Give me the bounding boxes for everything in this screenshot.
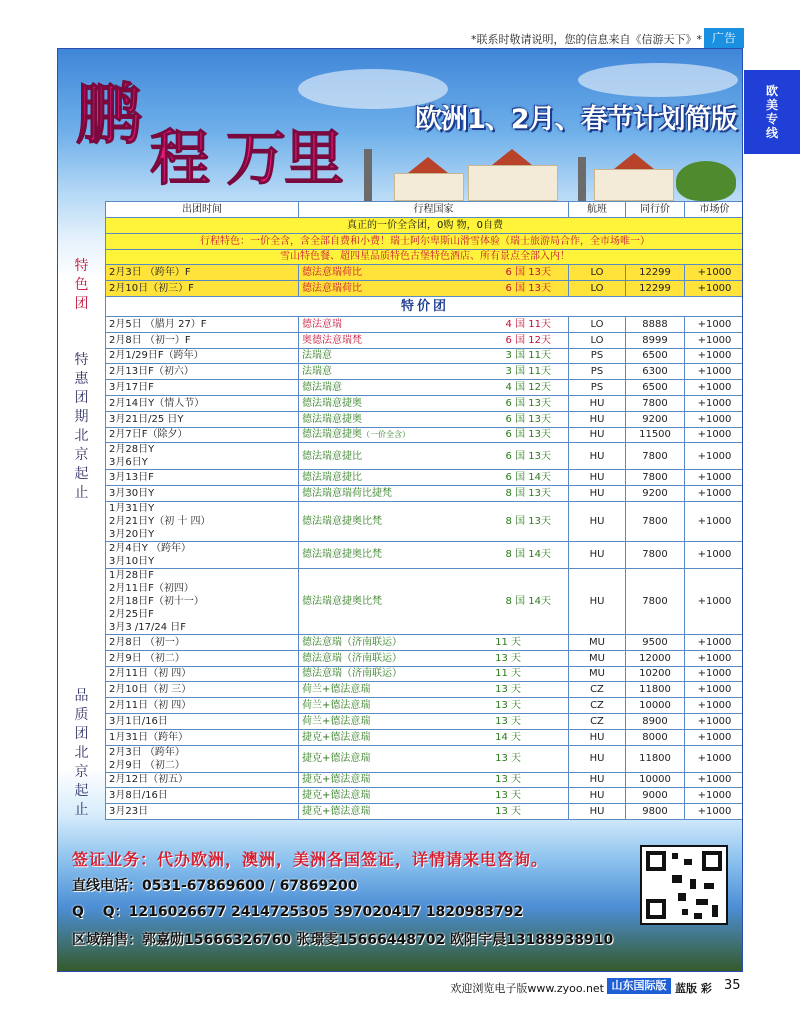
brand-char-2: 程 — [150, 124, 208, 194]
route-cell — [299, 265, 569, 281]
edition-label: 蓝版 彩 — [675, 982, 712, 995]
table-row — [106, 772, 744, 788]
col-header-route: 行程国家 — [299, 202, 569, 218]
date-cell: 2月14日Y（情人节） — [106, 395, 299, 411]
table-row — [106, 666, 744, 682]
qr-finder — [646, 899, 666, 919]
special-section-row — [106, 296, 744, 316]
itinerary-table — [105, 201, 743, 820]
table-row — [106, 541, 744, 568]
date-cell: 3月1日/16日 — [106, 713, 299, 729]
market-cell: +1000 — [685, 395, 744, 411]
table-row — [106, 316, 744, 332]
date-cell: 3月21日/25 日Y — [106, 411, 299, 427]
table-row — [106, 698, 744, 714]
flight-cell: CZ — [569, 698, 626, 714]
side-label-discount — [58, 351, 105, 503]
date-line: 2月11日F（初四） — [109, 582, 194, 594]
market-cell: +1000 — [685, 729, 744, 745]
col-header-date: 出团时间 — [106, 202, 299, 218]
route-cell — [299, 411, 569, 427]
price-cell: 7800 — [626, 395, 685, 411]
table-row — [106, 427, 744, 443]
days-text: 14 天 — [495, 731, 521, 743]
days-text: 13 天 — [495, 753, 521, 765]
col-header-market: 市场价 — [685, 202, 744, 218]
price-cell: 7800 — [626, 568, 685, 634]
table-row — [106, 470, 744, 486]
days-text: 8 国 14天 — [505, 595, 551, 607]
route-text: 德法意瑞（济南联运） — [302, 636, 402, 648]
table-row — [106, 568, 744, 634]
side-tab — [744, 70, 800, 154]
date-line: 2月18日F（初十一） — [109, 595, 204, 607]
price-cell: 12000 — [626, 650, 685, 666]
route-text: 捷克+德法意瑞 — [302, 774, 371, 786]
qr-module — [696, 899, 708, 905]
brand-char-1: 鹏 — [76, 75, 140, 153]
side-label-quality-text: 品质团北京起止 — [74, 688, 89, 818]
flight-cell: HU — [569, 486, 626, 502]
date-cell: 3月23日 — [106, 804, 299, 820]
side-tab-label: 欧美专线 — [765, 84, 778, 140]
edition-tag: 山东国际版 — [607, 978, 671, 994]
market-cell: +1000 — [685, 772, 744, 788]
market-cell: +1000 — [685, 568, 744, 634]
price-cell: 10000 — [626, 772, 685, 788]
table-header-row — [106, 202, 744, 218]
days-text: 11 天 — [495, 636, 521, 648]
days-text: 4 国 11天 — [505, 318, 551, 330]
flight-cell: HU — [569, 470, 626, 486]
route-text: 捷克+德法意瑞 — [302, 790, 371, 802]
price-cell: 11500 — [626, 427, 685, 443]
flight-cell: HU — [569, 541, 626, 568]
price-cell: 8999 — [626, 332, 685, 348]
flight-cell: LO — [569, 332, 626, 348]
price-cell: 9200 — [626, 486, 685, 502]
price-cell: 8888 — [626, 316, 685, 332]
brand-char-3: 万里 — [226, 124, 342, 194]
flight-cell: HU — [569, 788, 626, 804]
flight-cell: HU — [569, 804, 626, 820]
qr-module — [690, 879, 696, 889]
web-url-text: 欢迎浏览电子版www.zyoo.net — [450, 982, 604, 995]
date-cell: 3月30日Y — [106, 486, 299, 502]
route-cell — [299, 666, 569, 682]
date-line: 2月25日F — [109, 608, 154, 620]
days-text: 13 天 — [495, 790, 521, 802]
route-cell — [299, 804, 569, 820]
route-text: 德法瑞意捷奥 — [302, 397, 362, 409]
flight-cell: LO — [569, 281, 626, 297]
route-cell — [299, 470, 569, 486]
date-line: 2月4日Y （跨年） — [109, 542, 192, 554]
special-section-title: 特价团 — [106, 296, 744, 316]
date-cell: 2月11日（初 四） — [106, 666, 299, 682]
feature-note-1: 行程特色：一价全含，含全部自费和小费！瑞士阿尔卑斯山滑雪体验（瑞士旅游局合作，全市场唯一） — [106, 233, 744, 249]
date-line: 2月9日 （初二） — [109, 759, 185, 771]
route-text: 荷兰+德法意瑞 — [302, 715, 371, 727]
route-text: 捷克+德法意瑞 — [302, 731, 371, 743]
market-cell: +1000 — [685, 650, 744, 666]
date-cell: 2月12日（初五） — [106, 772, 299, 788]
date-line: 1月31日Y — [109, 502, 155, 514]
date-cell: 2月9日 （初二） — [106, 650, 299, 666]
table-row — [106, 634, 744, 650]
qr-finder — [702, 851, 722, 871]
market-cell: +1000 — [685, 281, 744, 297]
days-text: 13 天 — [495, 684, 521, 696]
house-icon — [468, 165, 558, 201]
sales-line: 区域销售：郭嘉勋15666326760 张璟雯15666448702 欧阳宇晨13188938910 — [72, 932, 614, 948]
date-cell — [106, 501, 299, 541]
flight-cell: CZ — [569, 713, 626, 729]
price-cell: 6300 — [626, 364, 685, 380]
visa-service-text: 签证业务：代办欧洲，澳洲，美洲各国签证，详情请来电咨询。 — [72, 850, 549, 869]
market-cell: +1000 — [685, 364, 744, 380]
price-cell: 9500 — [626, 634, 685, 650]
route-text: 捷克+德法意瑞 — [302, 753, 371, 765]
flight-cell: LO — [569, 316, 626, 332]
market-cell: +1000 — [685, 682, 744, 698]
side-labels — [58, 201, 105, 829]
market-cell: +1000 — [685, 411, 744, 427]
table-row — [106, 486, 744, 502]
date-line: 2月21日Y（初 十 四） — [109, 515, 211, 527]
days-text: 6 国 13天 — [505, 267, 551, 279]
table-row — [106, 713, 744, 729]
date-line: 2月3日 （跨年） — [109, 746, 185, 758]
table-row — [106, 380, 744, 396]
date-cell: 2月1/29日F（跨年） — [106, 348, 299, 364]
col-header-price: 同行价 — [626, 202, 685, 218]
table-row — [106, 788, 744, 804]
market-cell: +1000 — [685, 541, 744, 568]
date-line: 3月3 /17/24 日F — [109, 621, 187, 633]
qr-module — [694, 913, 702, 919]
days-text: 6 国 13天 — [505, 283, 551, 295]
roof-icon — [614, 153, 654, 169]
side-label-quality — [58, 687, 105, 820]
route-cell — [299, 443, 569, 470]
market-cell: +1000 — [685, 348, 744, 364]
tree-icon — [676, 161, 736, 201]
date-line: 3月10日Y — [109, 555, 155, 567]
days-text: 6 国 13天 — [505, 397, 551, 409]
top-line — [0, 0, 800, 48]
route-cell — [299, 682, 569, 698]
days-text: 6 国 14天 — [505, 472, 551, 484]
table-row — [106, 804, 744, 820]
side-label-feature — [58, 257, 105, 314]
route-cell — [299, 788, 569, 804]
flight-cell: MU — [569, 650, 626, 666]
route-text: 德法瑞意捷比 — [302, 472, 362, 484]
flight-cell: HU — [569, 443, 626, 470]
feature-note-row — [106, 233, 744, 249]
price-cell: 9000 — [626, 788, 685, 804]
route-cell — [299, 364, 569, 380]
qr-module — [704, 883, 714, 889]
disclaimer: *联系时敬请说明，您的信息来自《信游天下》* — [471, 33, 702, 46]
qr-code-icon — [640, 845, 728, 925]
col-header-flight: 航班 — [569, 202, 626, 218]
cloud-decoration — [578, 63, 738, 97]
route-text: 德法瑞意捷奥 — [302, 429, 362, 441]
route-cell — [299, 427, 569, 443]
market-cell: +1000 — [685, 443, 744, 470]
route-text: 德法瑞意捷奥比梵 — [302, 549, 382, 561]
table-row — [106, 682, 744, 698]
route-text: 德法瑞意 — [302, 382, 342, 394]
days-text: 3 国 11天 — [505, 350, 551, 362]
table-row — [106, 729, 744, 745]
market-cell: +1000 — [685, 427, 744, 443]
date-line: 3月20日Y — [109, 528, 155, 540]
date-cell: 2月10日（初 三） — [106, 682, 299, 698]
side-label-discount-text: 特惠团期北京起止 — [74, 352, 89, 501]
flight-cell: HU — [569, 395, 626, 411]
route-cell — [299, 348, 569, 364]
table-row — [106, 650, 744, 666]
feature-note-2: 雪山特色餐、超四星品质特色古堡特色酒店、所有景点全部入内！ — [106, 249, 744, 265]
days-text: 13 天 — [495, 652, 521, 664]
table-row — [106, 332, 744, 348]
market-cell: +1000 — [685, 713, 744, 729]
header-banner — [58, 49, 743, 201]
date-cell — [106, 568, 299, 634]
flight-cell: PS — [569, 380, 626, 396]
price-cell: 10200 — [626, 666, 685, 682]
flight-cell: CZ — [569, 682, 626, 698]
date-cell — [106, 541, 299, 568]
route-cell — [299, 713, 569, 729]
table-row — [106, 281, 744, 297]
flight-cell: HU — [569, 501, 626, 541]
days-text: 3 国 11天 — [505, 366, 551, 378]
feature-note-row — [106, 249, 744, 265]
days-text: 8 国 13天 — [505, 488, 551, 500]
qr-module — [678, 893, 686, 901]
route-text: 捷克+德法意瑞 — [302, 806, 371, 818]
route-text: 德法意瑞 — [302, 318, 342, 330]
route-text: 法瑞意 — [302, 366, 332, 378]
flight-cell: HU — [569, 568, 626, 634]
market-cell: +1000 — [685, 501, 744, 541]
market-cell: +1000 — [685, 804, 744, 820]
qr-module — [712, 905, 718, 917]
route-cell — [299, 486, 569, 502]
all-inclusive-note-row — [106, 218, 744, 234]
route-text: 德法瑞意捷奥 — [302, 413, 362, 425]
days-text: 6 国 13天 — [505, 429, 551, 441]
route-note: （一价全含） — [362, 430, 410, 440]
price-cell: 7800 — [626, 541, 685, 568]
date-line: 2月28日Y — [109, 444, 155, 456]
table-row — [106, 501, 744, 541]
date-cell: 2月5日 （腊月 27）F — [106, 316, 299, 332]
market-cell: +1000 — [685, 788, 744, 804]
route-cell — [299, 332, 569, 348]
route-cell — [299, 634, 569, 650]
date-cell: 2月8日 （初一）F — [106, 332, 299, 348]
days-text: 13 天 — [495, 700, 521, 712]
days-text: 6 国 12天 — [505, 334, 551, 346]
flight-cell: HU — [569, 411, 626, 427]
price-cell: 6500 — [626, 348, 685, 364]
route-text: 德法意瑞（济南联运） — [302, 668, 402, 680]
date-cell: 2月11日（初 四） — [106, 698, 299, 714]
qr-module — [672, 875, 682, 883]
date-cell: 3月17日F — [106, 380, 299, 396]
market-cell: +1000 — [685, 486, 744, 502]
route-cell — [299, 395, 569, 411]
price-cell: 10000 — [626, 698, 685, 714]
price-cell: 8900 — [626, 713, 685, 729]
days-text: 8 国 14天 — [505, 549, 551, 561]
house-icon — [594, 169, 674, 201]
town-illustration — [358, 141, 743, 201]
market-cell: +1000 — [685, 316, 744, 332]
route-cell — [299, 568, 569, 634]
days-text: 6 国 13天 — [505, 413, 551, 425]
phone-line: 直线电话：0531-67869600 / 67869200 — [72, 878, 358, 894]
price-cell: 11800 — [626, 745, 685, 772]
flight-cell: MU — [569, 634, 626, 650]
date-cell: 2月7日F（除夕） — [106, 427, 299, 443]
days-text: 11 天 — [495, 668, 521, 680]
route-text: 德法意瑞（济南联运） — [302, 652, 402, 664]
subtitle: 欧洲1、2月、春节计划简版 — [415, 104, 737, 135]
date-line: 1月28日F — [109, 569, 154, 581]
market-cell: +1000 — [685, 666, 744, 682]
market-cell: +1000 — [685, 745, 744, 772]
flight-cell: HU — [569, 745, 626, 772]
qr-module — [682, 909, 688, 915]
table-row — [106, 745, 744, 772]
flight-cell: MU — [569, 666, 626, 682]
days-text: 13 天 — [495, 774, 521, 786]
price-cell: 9200 — [626, 411, 685, 427]
days-text: 4 国 12天 — [505, 382, 551, 394]
flight-cell: PS — [569, 364, 626, 380]
route-text: 法瑞意 — [302, 350, 332, 362]
days-text: 13 天 — [495, 715, 521, 727]
route-cell — [299, 772, 569, 788]
route-text: 德法瑞意瑞荷比捷梵 — [302, 488, 392, 500]
table-row — [106, 411, 744, 427]
market-cell: +1000 — [685, 332, 744, 348]
date-cell: 2月3日 （跨年）F — [106, 265, 299, 281]
days-text: 6 国 13天 — [505, 450, 551, 462]
route-text: 德法瑞意捷奥比梵 — [302, 515, 382, 527]
market-cell: +1000 — [685, 698, 744, 714]
date-cell: 2月13日F（初六） — [106, 364, 299, 380]
route-cell — [299, 281, 569, 297]
table-row — [106, 265, 744, 281]
price-cell: 12299 — [626, 265, 685, 281]
price-cell: 8000 — [626, 729, 685, 745]
church-spire-icon — [364, 149, 372, 201]
days-text: 13 天 — [495, 806, 521, 818]
table-row — [106, 395, 744, 411]
date-cell: 3月13日F — [106, 470, 299, 486]
price-cell: 6500 — [626, 380, 685, 396]
route-text: 德法瑞意捷奥比梵 — [302, 595, 382, 607]
route-cell — [299, 316, 569, 332]
route-text: 荷兰+德法意瑞 — [302, 684, 371, 696]
flight-cell: HU — [569, 427, 626, 443]
route-cell — [299, 745, 569, 772]
market-cell: +1000 — [685, 380, 744, 396]
bottom-bar — [0, 972, 800, 1022]
side-label-feature-text: 特色团 — [74, 258, 89, 312]
qq-line: Q Q：1216026677 2414725305 397020417 1820983792 — [72, 904, 524, 920]
days-text: 8 国 13天 — [505, 515, 551, 527]
page-number: 35 — [724, 978, 741, 993]
qr-module — [684, 859, 692, 865]
route-cell — [299, 541, 569, 568]
price-cell: 7800 — [626, 443, 685, 470]
date-cell — [106, 745, 299, 772]
route-text: 德法意瑞荷比 — [302, 267, 362, 279]
route-cell — [299, 698, 569, 714]
date-cell — [106, 443, 299, 470]
route-cell — [299, 729, 569, 745]
route-text: 德法意瑞荷比 — [302, 283, 362, 295]
flight-cell: HU — [569, 772, 626, 788]
roof-icon — [492, 149, 532, 165]
date-line: 3月6日Y — [109, 457, 148, 469]
date-cell: 1月31日（跨年） — [106, 729, 299, 745]
market-cell: +1000 — [685, 470, 744, 486]
market-cell: +1000 — [685, 634, 744, 650]
price-cell: 9800 — [626, 804, 685, 820]
flight-cell: HU — [569, 729, 626, 745]
flight-cell: LO — [569, 265, 626, 281]
ad-tag: 广告 — [704, 28, 744, 48]
flight-cell: PS — [569, 348, 626, 364]
price-cell: 12299 — [626, 281, 685, 297]
house-icon — [394, 173, 464, 201]
price-cell: 7800 — [626, 501, 685, 541]
table-row — [106, 348, 744, 364]
all-inclusive-note: 真正的一价全含团，0购 物，0自费 — [106, 218, 744, 234]
table-row — [106, 364, 744, 380]
route-cell — [299, 501, 569, 541]
qr-finder — [646, 851, 666, 871]
route-text: 荷兰+德法意瑞 — [302, 700, 371, 712]
market-cell: +1000 — [685, 265, 744, 281]
footer — [58, 841, 743, 972]
roof-icon — [408, 157, 448, 173]
price-cell: 11800 — [626, 682, 685, 698]
table-row — [106, 443, 744, 470]
route-cell — [299, 650, 569, 666]
date-cell: 2月8日 （初一） — [106, 634, 299, 650]
date-cell: 2月10日（初三）F — [106, 281, 299, 297]
price-cell: 7800 — [626, 470, 685, 486]
route-text: 德法瑞意捷比 — [302, 450, 362, 462]
date-cell: 3月8日/16日 — [106, 788, 299, 804]
ad-panel — [57, 48, 743, 972]
church-spire-icon — [578, 157, 586, 201]
route-text: 奥德法意瑞梵 — [302, 334, 362, 346]
route-cell — [299, 380, 569, 396]
qr-module — [672, 853, 678, 859]
